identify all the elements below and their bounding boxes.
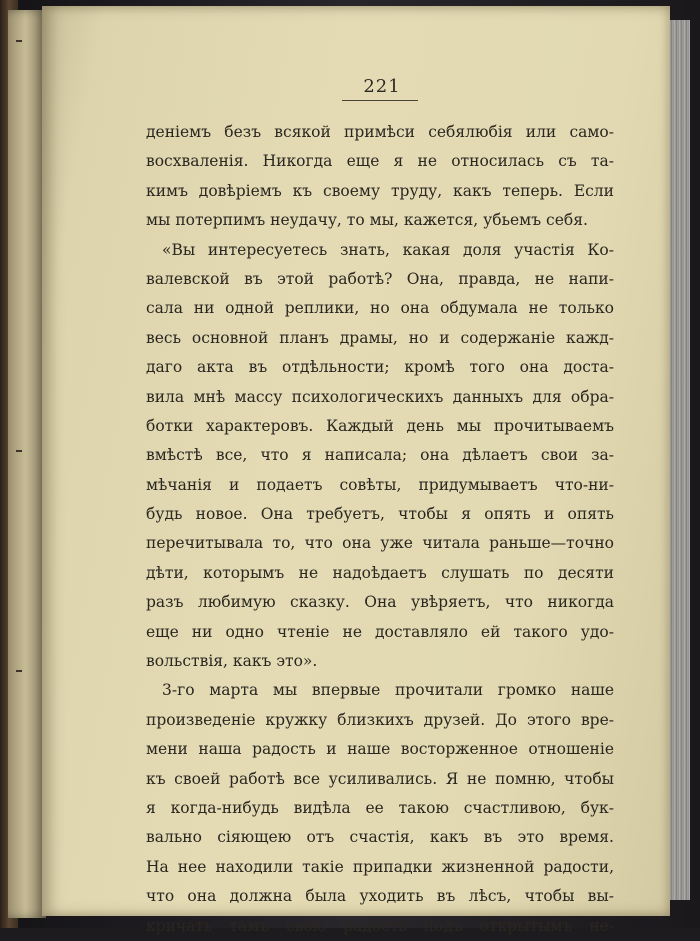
text-line: ботки характеровъ. Каждый день мы прочитываемъ	[146, 416, 614, 435]
text-line: разъ любимую сказку. Она увѣряетъ, что никогда	[146, 593, 614, 612]
text-line: произведеніе кружку близкихъ друзей. До этого вре-	[146, 710, 614, 729]
left-page-sliver	[8, 10, 46, 918]
page-number-rule	[342, 100, 418, 101]
text-line: перечитывала то, что она уже читала раньше—точно	[146, 534, 614, 553]
text-line: что она должна была уходить въ лѣсъ, чтобы вы-	[146, 887, 614, 906]
text-line: мы потерпимъ неудачу, то мы, кажется, убьемъ себя.	[146, 211, 588, 230]
text-line: даго акта въ отдѣльности; кромѣ того она доста-	[146, 358, 614, 377]
text-line: кричать тамъ свою радость подъ открытымъ не-	[146, 916, 614, 935]
page-edges	[668, 20, 690, 900]
text-line: мѣчанія и подаетъ совѣты, придумываетъ что-ни-	[146, 475, 614, 494]
sliver-mark	[16, 450, 22, 452]
page-text	[146, 118, 614, 941]
book-page	[42, 6, 670, 935]
text-line: 3-го марта мы впервые прочитали громко наше	[162, 681, 614, 700]
text-line: кимъ довѣріемъ къ своему труду, какъ теперь. Если	[146, 181, 614, 200]
text-line: вально сіяющею отъ счастія, какъ въ это время.	[146, 828, 614, 847]
sliver-mark	[16, 40, 22, 42]
text-line: вольствія, какъ это».	[146, 652, 318, 671]
text-line: мени наша радость и наше восторженное отношеніе	[146, 740, 614, 759]
sliver-mark	[16, 670, 22, 672]
text-line: я когда-нибудь видѣла ее такою счастливою, бук-	[146, 798, 614, 817]
text-line: вила мнѣ массу психологическихъ данныхъ для обра-	[146, 387, 614, 406]
text-line: восхваленія. Никогда еще я не относилась съ та-	[146, 152, 614, 171]
text-line: вмѣстѣ все, что я написала; она дѣлаетъ свои за-	[146, 446, 614, 465]
text-line: валевской въ этой работѣ? Она, правда, не напи-	[146, 269, 614, 288]
text-line: дѣти, которымъ не надоѣдаетъ слушать по десяти	[146, 563, 614, 582]
text-line: весь основной планъ драмы, но и содержаніе кажд-	[146, 328, 614, 347]
text-line: будь новое. Она требуетъ, чтобы я опять и опять	[146, 505, 614, 524]
text-line: «Вы интересуетесь знать, какая доля участія Ко-	[162, 240, 614, 259]
text-line: еще ни одно чтеніе не доставляло ей такого удо-	[146, 622, 614, 641]
page-number: 221	[363, 76, 401, 97]
text-line: сала ни одной реплики, но она обдумала не только	[146, 299, 614, 318]
text-line: денiемъ безъ всякой примѣси себялюбія или само-	[146, 123, 614, 141]
text-line: къ своей работѣ все усиливались. Я не помню, чтобы	[146, 769, 614, 788]
text-line: На нее находили такіе припадки жизненной радости,	[146, 857, 614, 876]
